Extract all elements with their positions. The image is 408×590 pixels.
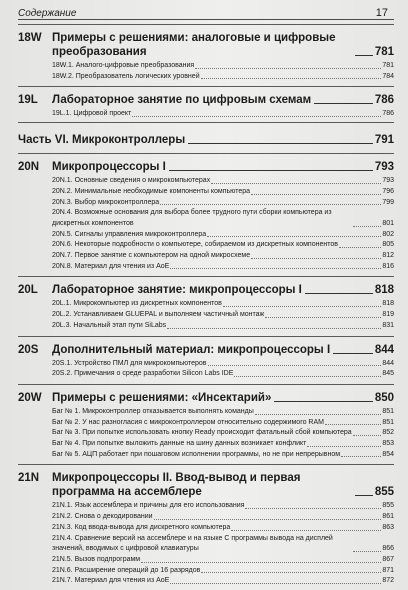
chapter-page: 844 xyxy=(374,343,394,356)
chapter-body xyxy=(52,283,394,331)
chapter-heading[interactable] xyxy=(52,343,394,357)
dot-leader xyxy=(195,68,381,69)
toc-entry[interactable] xyxy=(52,501,394,512)
entry-page: 855 xyxy=(382,502,394,510)
entry-title: 20N.2. Минимальные необходимые компоненты компьютера xyxy=(52,187,251,195)
chapter-number: 20S xyxy=(18,343,39,356)
toc-entry[interactable] xyxy=(52,418,394,429)
entry-page: 796 xyxy=(382,187,394,195)
toc-entry[interactable] xyxy=(52,230,394,241)
entry-title: 20N.5. Сигналы управления микроконтроллера xyxy=(52,230,207,238)
chapter-page: 781 xyxy=(374,46,394,58)
chapter-heading[interactable] xyxy=(52,31,394,59)
chapter-number: 19L xyxy=(18,94,38,107)
chapter-heading[interactable] xyxy=(52,471,394,499)
leader-line xyxy=(333,353,373,354)
toc-entry[interactable] xyxy=(52,61,394,72)
dot-leader xyxy=(223,306,381,307)
toc-entry[interactable] xyxy=(52,321,394,332)
dot-leader xyxy=(341,456,381,457)
leader-line xyxy=(169,170,373,171)
chapter-body xyxy=(52,343,394,380)
entry-title: Баг № 5. АЦП работает при пошаговом исполнении программы, но не при непрерывном xyxy=(52,450,341,458)
entry-title: 20N.4. Возможные основания для выбора более трудного пути сборки компьютера из дискретных компонентов xyxy=(52,209,332,227)
chapter-block xyxy=(18,391,394,461)
section-divider xyxy=(18,464,394,465)
section-divider xyxy=(18,336,394,337)
chapter-page: 793 xyxy=(374,161,394,174)
toc-entry[interactable] xyxy=(52,208,394,229)
dot-leader xyxy=(251,258,381,259)
dot-leader xyxy=(141,562,381,563)
dot-leader xyxy=(132,116,381,117)
toc-entry[interactable] xyxy=(52,109,394,120)
dot-leader xyxy=(170,583,381,584)
entry-title: 21N.1. Язык ассемблера и причины для его использования xyxy=(52,502,245,510)
section-divider xyxy=(18,24,394,25)
chapter-title: Лабораторное занятие: микропроцессоры I xyxy=(52,284,302,297)
entry-list xyxy=(52,109,394,120)
dot-leader xyxy=(211,183,381,184)
dot-leader xyxy=(160,204,381,205)
toc-entry[interactable] xyxy=(52,251,394,262)
toc-entry[interactable] xyxy=(52,187,394,198)
toc-entry[interactable] xyxy=(52,359,394,370)
dot-leader xyxy=(245,508,381,509)
entry-title: Баг № 1. Микроконтроллер отказывается выполнять команды xyxy=(52,407,254,415)
section-divider xyxy=(18,122,394,123)
chapter-block xyxy=(18,31,394,82)
dot-leader xyxy=(353,551,381,552)
dot-leader xyxy=(255,414,382,415)
entry-page: 872 xyxy=(382,577,394,585)
entry-title: 20N.1. Основные сведения о микрокомпьютерах xyxy=(52,177,211,185)
dot-leader xyxy=(201,78,382,79)
part-page: 791 xyxy=(374,134,394,147)
entry-page: 805 xyxy=(382,241,394,249)
entry-page: 816 xyxy=(382,262,394,270)
running-head xyxy=(18,0,394,20)
entry-page: 801 xyxy=(382,219,394,227)
section-divider xyxy=(18,86,394,87)
entry-page: 845 xyxy=(382,370,394,378)
entry-page: 819 xyxy=(382,311,394,319)
chapter-number: 18W xyxy=(18,32,42,44)
entry-title: 21N.4. Сравнение версий на ассемблере и на языке С программы вывода на дисплей значений, вводимых с цифровой клавиатуры xyxy=(52,534,333,553)
toc-entry[interactable] xyxy=(52,523,394,534)
entry-page: 863 xyxy=(382,523,394,531)
leader-line xyxy=(274,401,372,402)
entry-list xyxy=(52,61,394,82)
entry-page: 854 xyxy=(382,450,394,458)
dot-leader xyxy=(307,446,381,447)
chapter-page: 818 xyxy=(374,284,394,297)
dot-leader xyxy=(251,194,381,195)
entry-title: 20L.1. Микрокомпьютер из дискретных компонентов xyxy=(52,300,222,308)
entry-page: 812 xyxy=(382,252,394,260)
toc-entry[interactable] xyxy=(52,299,394,310)
entry-title: 20S.2. Примечания о среде разработки Silicon Labs IDE xyxy=(52,370,234,378)
toc-entry[interactable] xyxy=(52,566,394,577)
chapter-body xyxy=(52,93,394,120)
entry-title: 20N.3. Выбор микроконтроллера xyxy=(52,198,160,206)
toc-entry[interactable] xyxy=(52,310,394,321)
toc-entry[interactable] xyxy=(52,439,394,450)
entry-title: 20N.8. Материал для чтения из АоЕ xyxy=(52,262,170,270)
chapter-page: 855 xyxy=(374,486,394,499)
toc-entry[interactable] xyxy=(52,450,394,461)
chapter-block xyxy=(18,93,394,120)
toc-entry[interactable] xyxy=(52,72,394,83)
entry-page: 799 xyxy=(382,198,394,206)
toc-entry[interactable] xyxy=(52,198,394,209)
entry-title: 21N.7. Материал для чтения из АоЕ xyxy=(52,577,170,585)
entry-title: 20L.3. Начальный этап пути SiLabs xyxy=(52,321,167,329)
leader-line xyxy=(355,495,373,496)
toc-entry[interactable] xyxy=(52,369,394,380)
chapter-title: Лабораторное занятие по цифровым схемам xyxy=(52,94,312,107)
chapter-block xyxy=(18,283,394,331)
entry-page: 793 xyxy=(382,177,394,185)
entry-page: 818 xyxy=(382,300,394,308)
section-divider xyxy=(18,384,394,385)
entry-title: 20S.1. Устройство ПМЛ для микрокомпьютеров xyxy=(52,359,207,367)
chapter-title: Примеры с решениями: «Инсектарий» xyxy=(52,391,272,404)
entry-title: 21N.2. Снова о декодировании xyxy=(52,513,153,521)
dot-leader xyxy=(353,226,381,227)
entry-list xyxy=(52,176,394,272)
dot-leader xyxy=(208,365,382,366)
chapter-title: Дополнительный материал: микропроцессоры I xyxy=(52,343,331,356)
toc-entry[interactable] xyxy=(52,176,394,187)
entry-title: 20N.7. Первое занятие с компьютером на одной микросхеме xyxy=(52,252,251,260)
chapter-number: 20N xyxy=(18,161,40,174)
entry-title: Баг № 2. У нас разногласия с микроконтроллером относительно содержимого RAM xyxy=(52,418,324,426)
toc-entry[interactable] xyxy=(52,240,394,251)
chapter-page: 850 xyxy=(374,391,394,404)
entry-list xyxy=(52,407,394,461)
entry-page: 844 xyxy=(382,359,394,367)
dot-leader xyxy=(231,530,381,531)
leader-line xyxy=(305,293,373,294)
dot-leader xyxy=(201,572,381,573)
chapter-heading[interactable] xyxy=(52,160,394,174)
chapter-title: Примеры с решениями: аналоговые и цифровые преобразования xyxy=(52,32,336,58)
toc-entry[interactable] xyxy=(52,555,394,566)
chapter-title: Микропроцессоры I xyxy=(52,161,166,174)
dot-leader xyxy=(234,376,381,377)
chapter-page: 786 xyxy=(374,94,394,107)
entry-title: 21N.6. Расширение операций до 16 разрядов xyxy=(52,566,201,574)
entry-title: 20L.2. Устанавливаем GLUEPAL и выполняем частичный монтаж xyxy=(52,311,265,319)
chapter-block xyxy=(18,160,394,272)
chapter-heading[interactable] xyxy=(52,283,394,297)
part-heading[interactable] xyxy=(18,133,394,147)
entry-title: 19L.1. Цифровой проект xyxy=(52,110,132,118)
dot-leader xyxy=(353,435,382,436)
entry-page: 784 xyxy=(382,72,394,80)
page-number: 17 xyxy=(375,7,388,19)
dot-leader xyxy=(154,519,382,520)
part-title: Часть VI. Микроконтроллеры xyxy=(18,134,186,147)
chapter-body xyxy=(52,391,394,461)
toc-entry[interactable] xyxy=(52,512,394,523)
chapter-block xyxy=(18,471,394,587)
entry-page: 851 xyxy=(382,407,394,415)
entry-title: 18W.1. Аналого-цифровые преобразования xyxy=(52,62,195,69)
entry-page: 861 xyxy=(382,513,394,521)
entry-page: 831 xyxy=(382,321,394,329)
entry-title: Баг № 4. При попытке выложить данные на шину данных возникает конфликт xyxy=(52,440,307,448)
section-divider xyxy=(18,153,394,154)
chapter-body xyxy=(52,31,394,82)
dot-leader xyxy=(167,328,381,329)
entry-page: 852 xyxy=(382,429,394,437)
chapter-number: 21N xyxy=(18,472,40,485)
leader-line xyxy=(188,143,373,144)
toc-entry[interactable] xyxy=(52,534,394,555)
toc-entry[interactable] xyxy=(52,576,394,587)
entry-title: 21N.5. Вызов подпрограмм xyxy=(52,555,141,563)
chapter-body xyxy=(52,160,394,272)
section-divider xyxy=(18,276,394,277)
dot-leader xyxy=(325,424,381,425)
dot-leader xyxy=(265,317,381,318)
chapter-block xyxy=(18,343,394,380)
leader-line xyxy=(355,55,373,56)
entry-page: 866 xyxy=(382,545,394,553)
toc-entry[interactable] xyxy=(52,407,394,418)
chapter-heading[interactable] xyxy=(52,93,394,107)
entry-page: 786 xyxy=(382,110,394,118)
dot-leader xyxy=(207,236,381,237)
entry-list xyxy=(52,359,394,380)
entry-page: 802 xyxy=(382,230,394,238)
dot-leader xyxy=(339,247,381,248)
chapter-heading[interactable] xyxy=(52,391,394,405)
entry-page: 867 xyxy=(382,555,394,563)
dot-leader xyxy=(170,268,381,269)
entry-page: 781 xyxy=(382,62,394,69)
entry-title: 21N.3. Код ввода-вывода для дискретного компьютера xyxy=(52,523,231,531)
entry-title: Баг № 3. При попытке использовать кнопку Ready происходит фатальный сбой компьютера xyxy=(52,429,352,437)
chapter-body xyxy=(52,471,394,587)
chapter-title: Микропроцессоры II. Ввод-вывод и первая программа на ассемблере xyxy=(52,472,301,499)
leader-line xyxy=(314,103,373,104)
entry-page: 871 xyxy=(382,566,394,574)
toc-entry[interactable] xyxy=(52,428,394,439)
entry-page: 851 xyxy=(382,418,394,426)
entry-title: 18W.2. Преобразователь логических уровней xyxy=(52,72,200,80)
chapter-number: 20W xyxy=(18,391,42,404)
entry-title: 20N.6. Некоторые подробности о компьютере, собираемом из дискретных компонентов xyxy=(52,241,338,249)
entry-list xyxy=(52,501,394,587)
chapter-number: 20L xyxy=(18,284,38,297)
toc-entry[interactable] xyxy=(52,262,394,273)
toc-list xyxy=(18,24,394,587)
entry-page: 853 xyxy=(382,440,394,448)
running-head-title: Содержание xyxy=(18,8,77,19)
entry-list xyxy=(52,299,394,331)
